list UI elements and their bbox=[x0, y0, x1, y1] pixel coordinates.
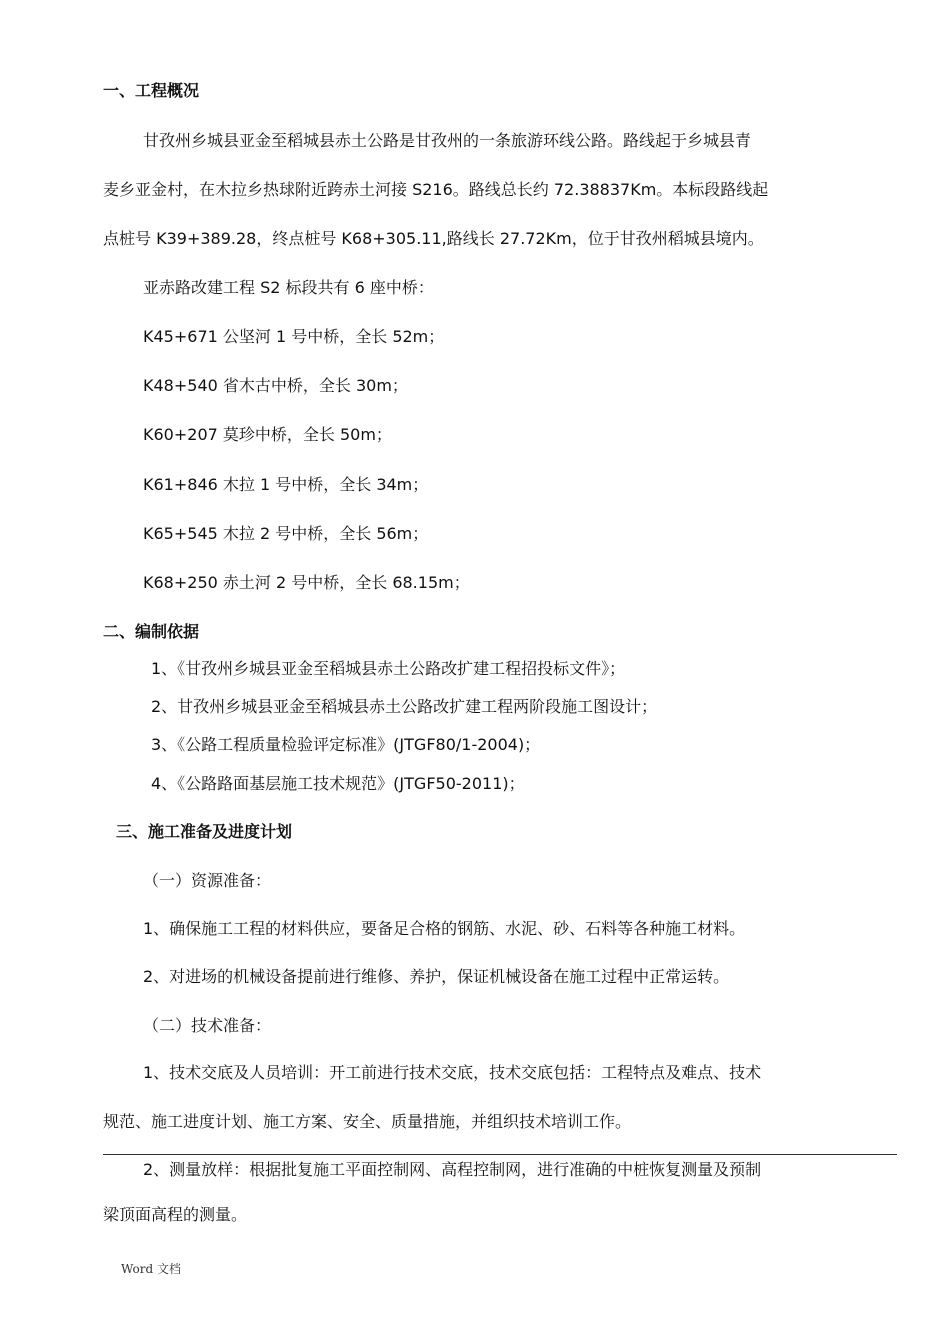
section3-heading: 三、施工准备及进度计划 bbox=[116, 822, 293, 841]
section1-heading: 一、工程概况 bbox=[103, 81, 200, 100]
bridge-item: K60+207 莫珍中桥，全长 50m； bbox=[143, 425, 392, 444]
subsection-heading: （一）资源准备： bbox=[143, 871, 272, 890]
bridge-item: K48+540 省木古中桥，全长 30m； bbox=[143, 376, 408, 395]
basis-item: 1、《甘孜州乡城县亚金至稻城县赤土公路改扩建工程招投标文件》； bbox=[151, 659, 626, 678]
paragraph-line: 点桩号 K39+389.28，终点桩号 K68+305.11,路线长 27.72Km，位于甘孜州稻城县境内。 bbox=[103, 229, 764, 248]
basis-item: 2、甘孜州乡城县亚金至稻城县赤土公路改扩建工程两阶段施工图设计； bbox=[151, 697, 658, 716]
bridge-item: K65+545 木拉 2 号中桥，全长 56m； bbox=[143, 524, 429, 543]
paragraph-line: 甘孜州乡城县亚金至稻城县赤土公路是甘孜州的一条旅游环线公路。路线起于乡城县青 bbox=[143, 131, 752, 150]
horizontal-rule bbox=[103, 1154, 897, 1155]
bridge-item: K61+846 木拉 1 号中桥，全长 34m； bbox=[143, 475, 429, 494]
paragraph-line: 麦乡亚金村，在木拉乡热球附近跨赤土河接 S216。路线总长约 72.38837Km。本标段路线起 bbox=[103, 180, 769, 199]
paragraph-line: 2、测量放样：根据批复施工平面控制网、高程控制网，进行准确的中桩恢复测量及预制 bbox=[143, 1160, 762, 1179]
paragraph-line: 1、确保施工工程的材料供应，要备足合格的钢筋、水泥、砂、石料等各种施工材料。 bbox=[143, 919, 746, 938]
section2-heading: 二、编制依据 bbox=[103, 622, 200, 641]
basis-item: 3、《公路工程质量检验评定标准》(JTGF80/1-2004)； bbox=[151, 735, 541, 754]
bridge-item: K68+250 赤土河 2 号中桥，全长 68.15m； bbox=[143, 573, 470, 592]
paragraph-line: 2、对进场的机械设备提前进行维修、养护，保证机械设备在施工过程中正常运转。 bbox=[143, 967, 730, 986]
basis-item: 4、《公路路面基层施工技术规范》(JTGF50-2011)； bbox=[151, 774, 525, 793]
bridge-item: K45+671 公坚河 1 号中桥，全长 52m； bbox=[143, 327, 445, 346]
subsection-heading: （二）技术准备： bbox=[143, 1016, 272, 1035]
paragraph-line: 亚赤路改建工程 S2 标段共有 6 座中桥： bbox=[143, 278, 434, 297]
page-footer: Word 文档 bbox=[121, 1262, 181, 1276]
paragraph-line: 1、技术交底及人员培训：开工前进行技术交底，技术交底包括：工程特点及难点、技术 bbox=[143, 1063, 762, 1082]
paragraph-line: 梁顶面高程的测量。 bbox=[103, 1205, 248, 1224]
paragraph-line: 规范、施工进度计划、施工方案、安全、质量措施，并组织技术培训工作。 bbox=[103, 1112, 632, 1131]
